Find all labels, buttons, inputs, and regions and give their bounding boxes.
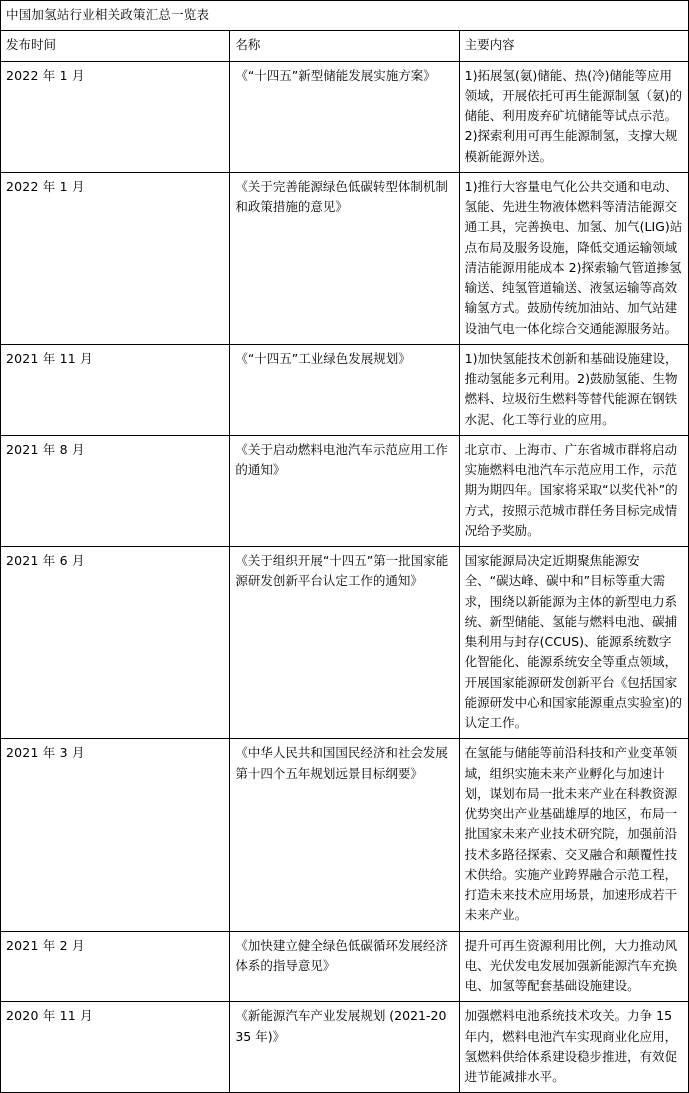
- policy-date: 2021 年 2 月: [1, 931, 230, 1002]
- policy-content: 1)拓展氢(氨)储能、热(冷)储能等应用领域，开展依托可再生能源制氢（氨)的储能、利用废弃矿坑储能等试点示范。2)探索利用可再生能源制氢，支撑大规模新能源外送。: [459, 61, 688, 172]
- policy-content: 国家能源局决定近期聚焦能源安全、“碳达峰、碳中和”目标等重大需求，围绕以新能源为主体的新型电力系统、新型储能、氢能与燃料电池、碳捕集利用与封存(CCUS)、能源系统数字化智能化、能源系统安全等重点领域，开展国家能源研发创新平台《包括国家能源研发中心和国家能源重点实验室)的认定工作。: [459, 547, 688, 739]
- policy-name: 《“十四五”工业绿色发展规划》: [230, 344, 459, 435]
- table-title-row: [1, 1, 689, 31]
- table-row: [1, 1002, 689, 1093]
- policy-content: 提升可再生资源利用比例，大力推动风电、光伏发电发展加强新能源汽车充换电、加氢等配套基础设施建设。: [459, 931, 688, 1002]
- table-title: 中国加氢站行业相关政策汇总一览表: [1, 1, 689, 31]
- table-row: [1, 61, 689, 172]
- table-row: [1, 739, 689, 931]
- column-header-content: 主要内容: [459, 31, 688, 61]
- table-header-row: [1, 31, 689, 61]
- policy-date: 2021 年 3 月: [1, 739, 230, 931]
- policy-date: 2020 年 11 月: [1, 1002, 230, 1093]
- policy-name: 《中华人民共和国国民经济和社会发展第十四个五年规划远景目标纲要》: [230, 739, 459, 931]
- policy-content: 1)推行大容量电气化公共交通和电动、氢能、先进生物液体燃料等清洁能源交通工具，完善换电、加氢、加气(LIG)站点布局及服务设施，降低交通运输领域清洁能源用能成本 2)探索输气管道掺氢输送、纯氢管道输送、液氢运输等高效输氢方式。鼓励传统加油站、加气站建设油气电一体化综合交通能源服务站。: [459, 172, 688, 344]
- column-header-name: 名称: [230, 31, 459, 61]
- policy-name: 《关于完善能源绿色低碳转型体制机制和政策措施的意见》: [230, 172, 459, 344]
- table-row: [1, 172, 689, 344]
- policy-name: 《关于组织开展“十四五”第一批国家能源研发创新平台认定工作的通知》: [230, 547, 459, 739]
- policy-date: 2021 年 6 月: [1, 547, 230, 739]
- policy-content: 北京市、上海市、广东省城市群将启动实施燃料电池汽车示范应用工作，示范期为期四年。国家将采取“以奖代补”的方式，按照示范城市群任务目标完成情况给予奖励。: [459, 435, 688, 546]
- policy-name: 《“十四五”新型储能发展实施方案》: [230, 61, 459, 172]
- policy-date: 2021 年 8 月: [1, 435, 230, 546]
- table-row: [1, 931, 689, 1002]
- policy-content: 加强燃料电池系统技术攻关。力争 15 年内，燃料电池汽车实现商业化应用，氢燃料供给体系建设稳步推进，有效促进节能减排水平。: [459, 1002, 688, 1093]
- policy-name: 《加快建立健全绿色低碳循环发展经济体系的指导意见》: [230, 931, 459, 1002]
- policy-content: 在氢能与储能等前沿科技和产业变革领域，组织实施未来产业孵化与加速计划，谋划布局一批未来产业在科教资源优势突出产业基础雄厚的地区，布局一批国家未来产业技术研究院，加强前沿技术多路径探索、交叉融合和颠覆性技术供给。实施产业跨界融合示范工程，打造未来技术应用场景，加速形成若干未来产业。: [459, 739, 688, 931]
- policy-name: 《新能源汽车产业发展规划 (2021-2035 年)》: [230, 1002, 459, 1093]
- table-row: [1, 344, 689, 435]
- column-header-date: 发布时间: [1, 31, 230, 61]
- policy-date: 2022 年 1 月: [1, 61, 230, 172]
- policy-date: 2021 年 11 月: [1, 344, 230, 435]
- policy-name: 《关于启动燃料电池汽车示范应用工作的通知》: [230, 435, 459, 546]
- table-row: [1, 435, 689, 546]
- table-row: [1, 547, 689, 739]
- policy-date: 2022 年 1 月: [1, 172, 230, 344]
- policy-content: 1)加快氢能技术创新和基础设施建设，推动氢能多元利用。2)鼓励氢能、生物燃料、垃圾衍生燃料等替代能源在钢铁水泥、化工等行业的应用。: [459, 344, 688, 435]
